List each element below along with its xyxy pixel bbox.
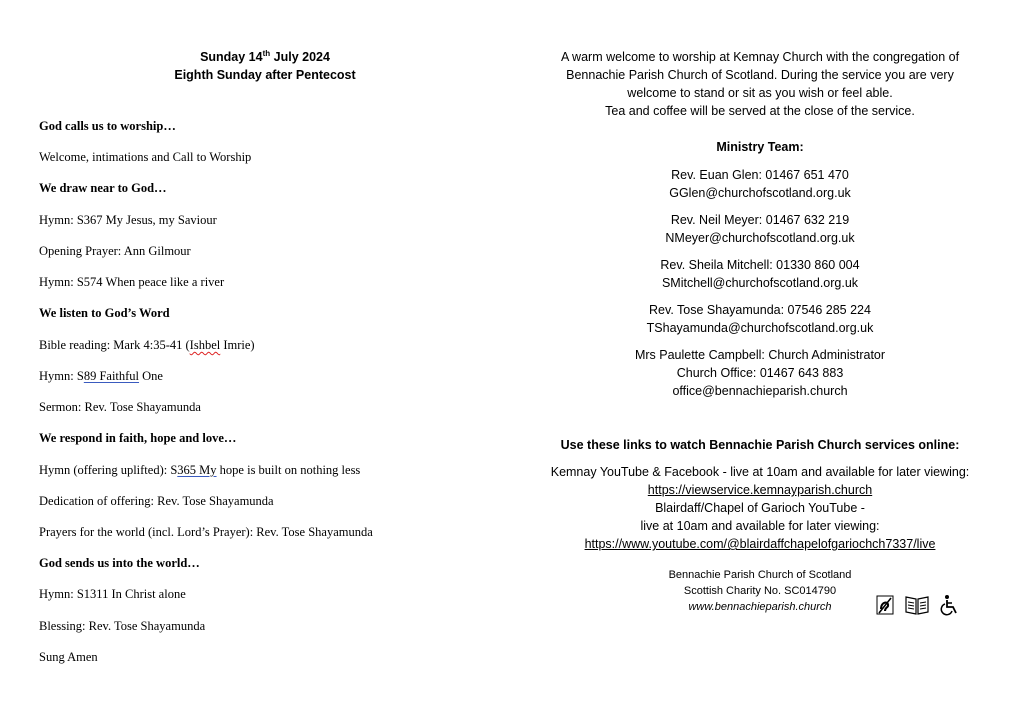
- service-item: Dedication of offering: Rev. Tose Shayamunda: [39, 494, 274, 508]
- email-link[interactable]: GGlen@churchofscotland.org.uk: [669, 186, 851, 200]
- email-link[interactable]: SMitchell@churchofscotland.org.uk: [661, 276, 859, 290]
- email-link[interactable]: NMeyer@churchofscotland.org.uk: [665, 231, 855, 245]
- church-footer: [640, 567, 880, 615]
- service-item: Blessing: Rev. Tose Shayamunda: [39, 619, 206, 633]
- service-item: Sung Amen: [39, 650, 98, 664]
- links-title: Use these links to watch Bennachie Parish Church services online:: [560, 438, 960, 452]
- section-heading: We draw near to God…: [39, 181, 167, 195]
- contact-neil-meyer: Rev. Neil Meyer: 01467 632 219 NMeyer@churchofscotland.org.uk: [665, 213, 855, 245]
- service-item: Hymn: S89 Faithful One: [39, 369, 163, 383]
- accessibility-icons: [876, 594, 960, 616]
- section-heading: We respond in faith, hope and love…: [39, 431, 237, 445]
- service-item: Sermon: Rev. Tose Shayamunda: [39, 400, 201, 414]
- grammar-marked-word: 89 Faithful: [83, 369, 140, 383]
- grammar-marked-word: 365 My: [177, 463, 217, 477]
- email-link[interactable]: TShayamunda@churchofscotland.org.uk: [646, 321, 874, 335]
- service-item: Prayers for the world (incl. Lord’s Prayer): Rev. Tose Shayamunda: [39, 525, 373, 539]
- order-of-service-column: [39, 48, 484, 664]
- links-block: Kemnay YouTube & Facebook - live at 10am and available for later viewing: https://viewservice.kemnayparish.church Blairdaff/Chapel of Garioch YouTube - live at 10am and available for later viewing: https://www.youtube.com/@blairdaffchapelofgariochch7337/live: [550, 465, 970, 551]
- contact-sheila-mitchell: Rev. Sheila Mitchell: 01330 860 004 SMitchell@churchofscotland.org.uk: [660, 258, 860, 290]
- kemnay-service-link[interactable]: https://viewservice.kemnayparish.church: [647, 483, 873, 497]
- church-website: www.bennachieparish.church: [688, 601, 832, 613]
- service-item: Bible reading: Mark 4:35-41 (Ishbel Imrie): [39, 338, 255, 352]
- email-link[interactable]: office@bennachieparish.church: [672, 384, 848, 398]
- service-date: Sunday 14th July 2024: [200, 48, 330, 64]
- service-item: Hymn: S1311 In Christ alone: [39, 587, 186, 601]
- info-column: [520, 48, 1000, 553]
- service-item: Hymn (offering uplifted): S365 My hope is built on nothing less: [39, 463, 361, 477]
- large-print-book-icon: [904, 594, 930, 616]
- charity-number: Scottish Charity No. SC014790: [683, 585, 837, 597]
- contact-administrator: Mrs Paulette Campbell: Church Administrator Church Office: 01467 643 883 office@bennachieparish.church: [634, 348, 886, 398]
- service-header: [39, 48, 491, 84]
- service-subtitle: Eighth Sunday after Pentecost: [174, 68, 356, 82]
- service-item: Hymn: S367 My Jesus, my Saviour: [39, 213, 217, 227]
- hearing-loop-icon: [876, 595, 894, 615]
- contact-tose-shayamunda: Rev. Tose Shayamunda: 07546 285 224 TShayamunda@churchofscotland.org.uk: [646, 303, 874, 335]
- church-name: Bennachie Parish Church of Scotland: [668, 569, 852, 581]
- blairdaff-youtube-link[interactable]: https://www.youtube.com/@blairdaffchapelofgariochch7337/live: [584, 537, 936, 551]
- service-item: Welcome, intimations and Call to Worship: [39, 150, 252, 164]
- welcome-text: A warm welcome to worship at Kemnay Church with the congregation of Bennachie Parish Church of Scotland. During the service you are very welcome to stand or sit as you wish or feel able. Tea and coffee will be served at the close of the service.: [560, 50, 960, 118]
- service-item: Hymn: S574 When peace like a river: [39, 275, 225, 289]
- service-item: Opening Prayer: Ann Gilmour: [39, 244, 191, 258]
- ministry-team-title: Ministry Team:: [716, 140, 804, 154]
- contact-euan-glen: Rev. Euan Glen: 01467 651 470 GGlen@churchofscotland.org.uk: [669, 168, 851, 200]
- section-heading: We listen to God’s Word: [39, 306, 170, 320]
- section-heading: God calls us to worship…: [39, 119, 176, 133]
- wheelchair-access-icon: [940, 594, 960, 616]
- spellcheck-marked-word: Ishbel: [189, 338, 221, 352]
- section-heading: God sends us into the world…: [39, 556, 200, 570]
